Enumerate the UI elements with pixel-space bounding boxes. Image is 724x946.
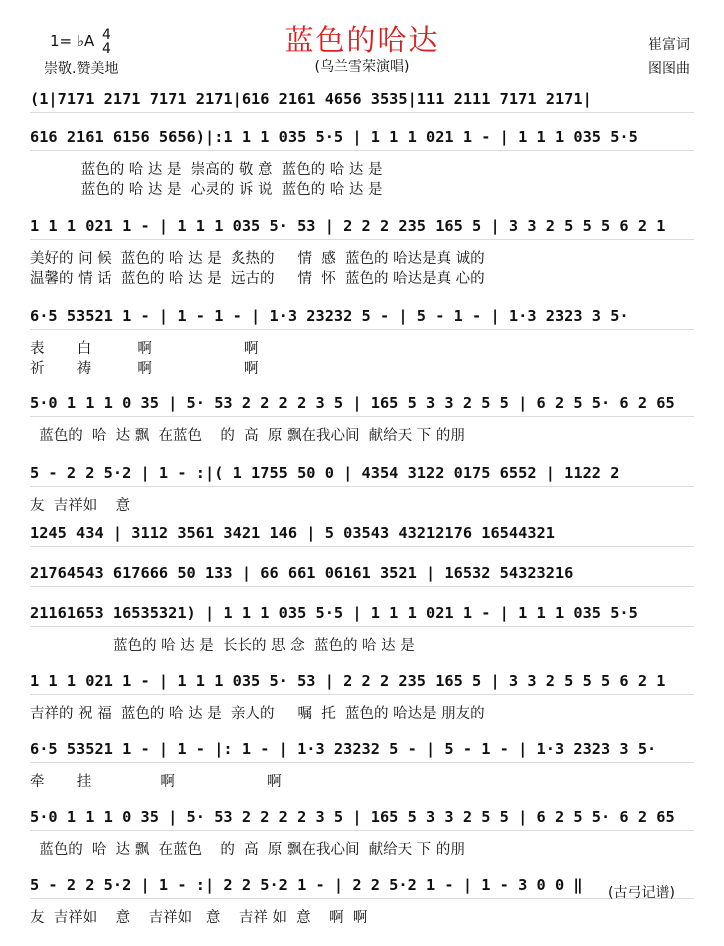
lyric-line: 蓝色的 哈 达 是 崇高的 敬 意 蓝色的 哈 达 是 [30,162,383,178]
lyric-line: 表 白 啊 啊 [30,341,259,357]
composer-credit: 图图曲 [648,61,690,77]
lyric-line: 蓝色的 哈 达 飘 在蓝色 的 高 原 飘在我心间 献给天 下 的朋 [30,842,465,858]
beam-line [30,112,694,113]
meter-top: 4 [102,27,111,43]
lyric-line: 美好的 问 候 蓝色的 哈 达 是 炙热的 情 感 蓝色的 哈达是真 诚的 [30,251,485,267]
beam-line [30,150,694,151]
beam-line [30,416,694,417]
time-signature [102,28,111,56]
music-line: 5 - 2 2 5·2 | 1 - :|( 1 1755 50 0 | 4354 3122 0175 6552 | 1122 2 [30,464,620,482]
music-line: 1 1 1 021 1 - | 1 1 1 035 5· 53 | 2 2 2 235 165 5 | 3 3 2 5 5 5 6 2 1 [30,672,666,690]
notation-credit: (古弓记谱) [608,885,675,901]
beam-line [30,830,694,831]
lyric-line: 吉祥的 祝 福 蓝色的 哈 达 是 亲人的 嘱 托 蓝色的 哈达是 朋友的 [30,706,485,722]
lyricist-credit: 崔富词 [648,37,690,53]
lyric-line: 蓝色的 哈 达 是 长长的 思 念 蓝色的 哈 达 是 [30,638,415,654]
beam-line [30,626,694,627]
music-line: 5 - 2 2 5·2 | 1 - :| 2 2 5·2 1 - | 2 2 5·2 1 - | 1 - 3 0 0 ‖ [30,876,583,894]
beam-line [30,586,694,587]
lyric-line: 温馨的 情 话 蓝色的 哈 达 是 远古的 情 怀 蓝色的 哈达是真 心的 [30,271,485,287]
music-line: (1|7171 2171 7171 2171|616 2161 4656 3535|111 2111 7171 2171| [30,90,592,108]
beam-line [30,329,694,330]
beam-line [30,546,694,547]
lyric-line: 牵 挂 啊 啊 [30,774,282,790]
expression-mark: 崇敬.赞美地 [44,61,119,77]
meter-bottom: 4 [102,41,111,57]
music-line: 21764543 617666 50 133 | 66 661 06161 3521 | 16532 54323216 [30,564,574,582]
song-title: 蓝色的哈达 [284,23,440,57]
music-line: 1 1 1 021 1 - | 1 1 1 035 5· 53 | 2 2 2 235 165 5 | 3 3 2 5 5 5 6 2 1 [30,217,666,235]
beam-line [30,486,694,487]
lyric-line: 蓝色的 哈 达 飘 在蓝色 的 高 原 飘在我心间 献给天 下 的朋 [30,428,465,444]
music-line: 6·5 53521 1 - | 1 - 1 - | 1·3 23232 5 - | 5 - 1 - | 1·3 2323 3 5· [30,307,629,325]
lyric-line: 友 吉祥如 意 [30,498,131,514]
beam-line [30,898,694,899]
music-line: 616 2161 6156 5656)|:1 1 1 035 5·5 | 1 1 1 021 1 - | 1 1 1 035 5·5 [30,128,638,146]
music-line: 6·5 53521 1 - | 1 - |: 1 - | 1·3 23232 5 - | 5 - 1 - | 1·3 2323 3 5· [30,740,657,758]
music-line: 21161653 16535321) | 1 1 1 035 5·5 | 1 1 1 021 1 - | 1 1 1 035 5·5 [30,604,638,622]
music-line: 5·0 1 1 1 0 35 | 5· 53 2 2 2 2 3 5 | 165 5 3 3 2 5 5 | 6 2 5 5· 6 2 65 [30,394,675,412]
lyric-line: 蓝色的 哈 达 是 心灵的 诉 说 蓝色的 哈 达 是 [30,182,383,198]
key-signature: 1= ♭A [50,32,95,50]
lyric-line: 祈 祷 啊 啊 [30,361,259,377]
music-line: 5·0 1 1 1 0 35 | 5· 53 2 2 2 2 3 5 | 165 5 3 3 2 5 5 | 6 2 5 5· 6 2 65 [30,808,675,826]
beam-line [30,239,694,240]
performer-subtitle: (乌兰雪荣演唱) [314,59,410,75]
music-line: 1245 434 | 3112 3561 3421 146 | 5 03543 43212176 16544321 [30,524,555,542]
beam-line [30,694,694,695]
beam-line [30,762,694,763]
lyric-line: 友 吉祥如 意 吉祥如 意 吉祥 如 意 啊 啊 [30,910,368,926]
